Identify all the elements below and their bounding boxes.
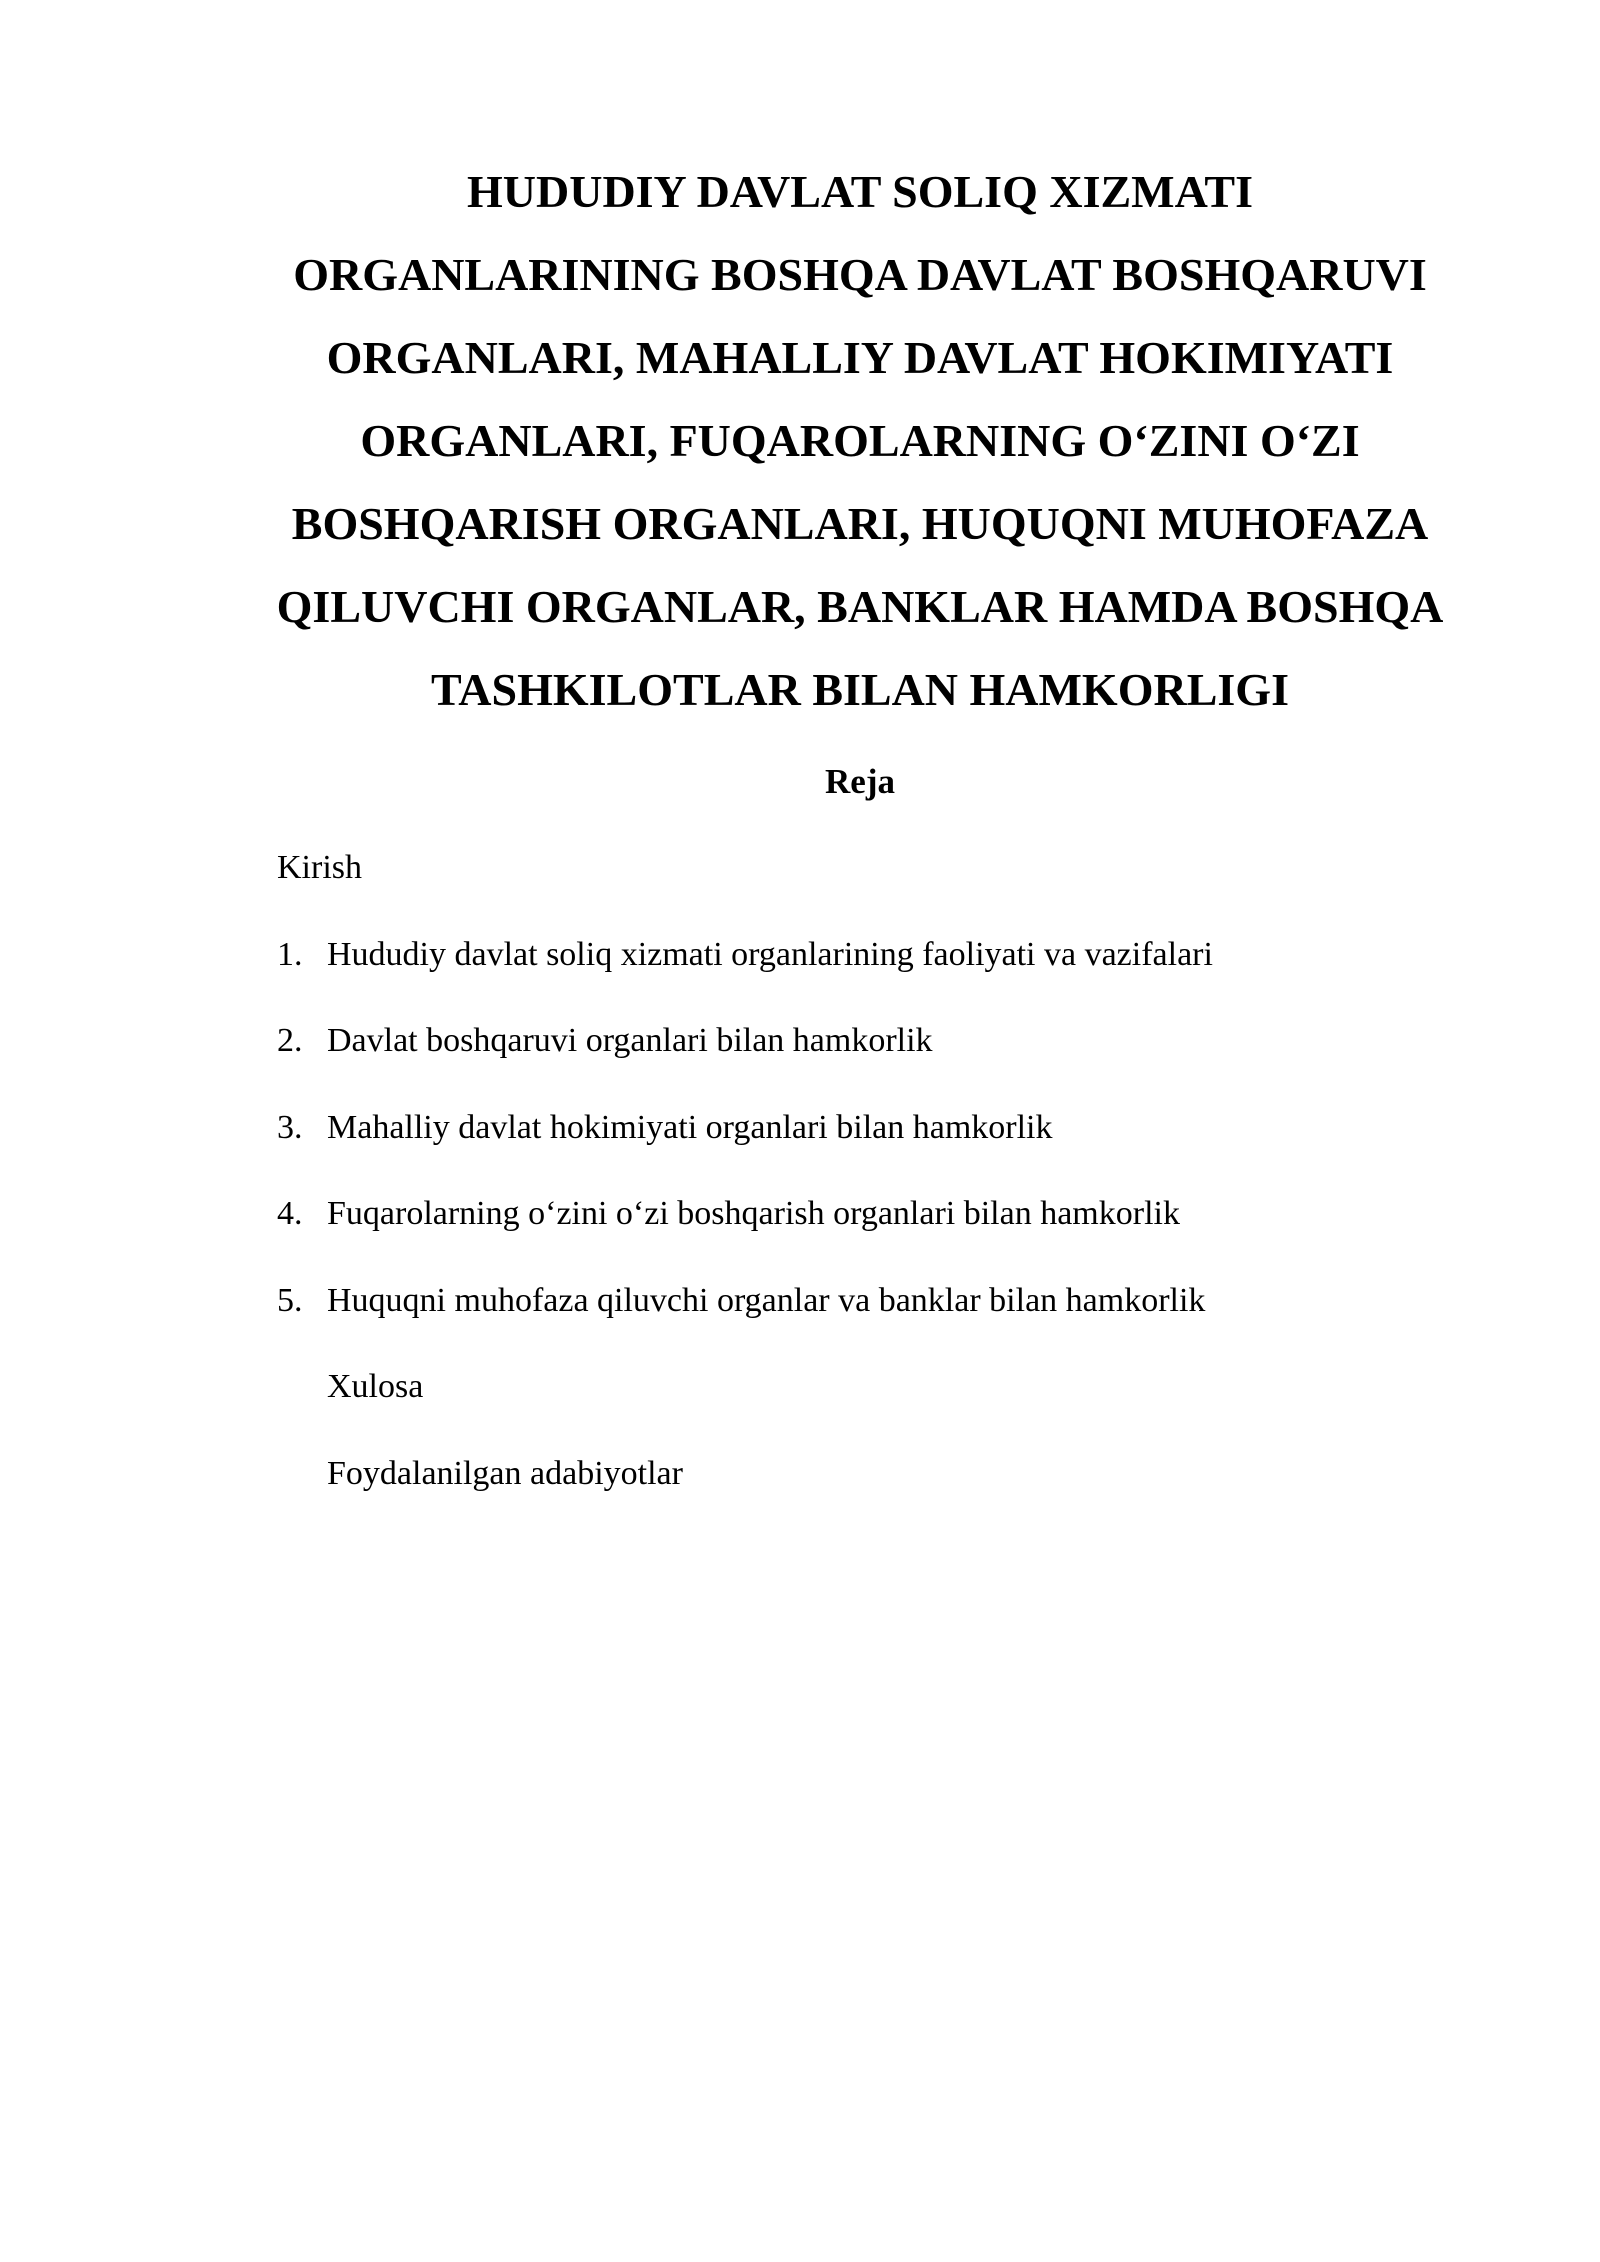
plan-item-number: 3. [277, 1108, 303, 1146]
plan-item-number: 4. [277, 1195, 303, 1232]
plan-item [277, 930, 1477, 1017]
title-line: QILUVCHI ORGANLAR, BANKLAR HAMDA BOSHQA [276, 581, 1444, 632]
plan-heading: Reja [825, 762, 895, 801]
plan-item-text: Davlat boshqaruvi organlari bilan hamkorlik [327, 1022, 933, 1059]
plan-item [277, 1189, 1477, 1276]
title-line: ORGANLARI, FUQAROLARNING O‘ZINI O‘ZI [360, 415, 1360, 466]
plan-item-number: 1. [277, 935, 303, 973]
document-title [230, 150, 1490, 731]
title-line: HUDUDIY DAVLAT SOLIQ XIZMATI [467, 166, 1253, 217]
plan-list [277, 843, 1477, 1535]
title-line: BOSHQARISH ORGANLARI, HUQUQNI MUHOFAZA [291, 498, 1429, 549]
plan-item [277, 1103, 1477, 1190]
title-line: TASHKILOTLAR BILAN HAMKORLIGI [431, 664, 1289, 715]
plan-item [277, 1276, 1477, 1363]
plan-item-text: Fuqarolarning o‘zini o‘zi boshqarish organlari bilan hamkorlik [327, 1195, 1180, 1232]
plan-item-text: Hududiy davlat soliq xizmati organlarining faoliyati va vazifalari [327, 935, 1213, 973]
plan-references: Foydalanilgan adabiyotlar [327, 1454, 683, 1492]
plan-item-text: Mahalliy davlat hokimiyati organlari bilan hamkorlik [327, 1108, 1053, 1146]
plan-item-text: Huquqni muhofaza qiluvchi organlar va banklar bilan hamkorlik [327, 1281, 1206, 1319]
title-line: ORGANLARI, MAHALLIY DAVLAT HOKIMIYATI [326, 332, 1394, 383]
plan-intro: Kirish [277, 849, 362, 886]
plan-item-number: 2. [277, 1022, 303, 1059]
plan-item-number: 5. [277, 1281, 303, 1319]
title-line: ORGANLARINING BOSHQA DAVLAT BOSHQARUVI [293, 249, 1427, 300]
plan-item [277, 1016, 1477, 1103]
plan-conclusion: Xulosa [327, 1368, 424, 1405]
